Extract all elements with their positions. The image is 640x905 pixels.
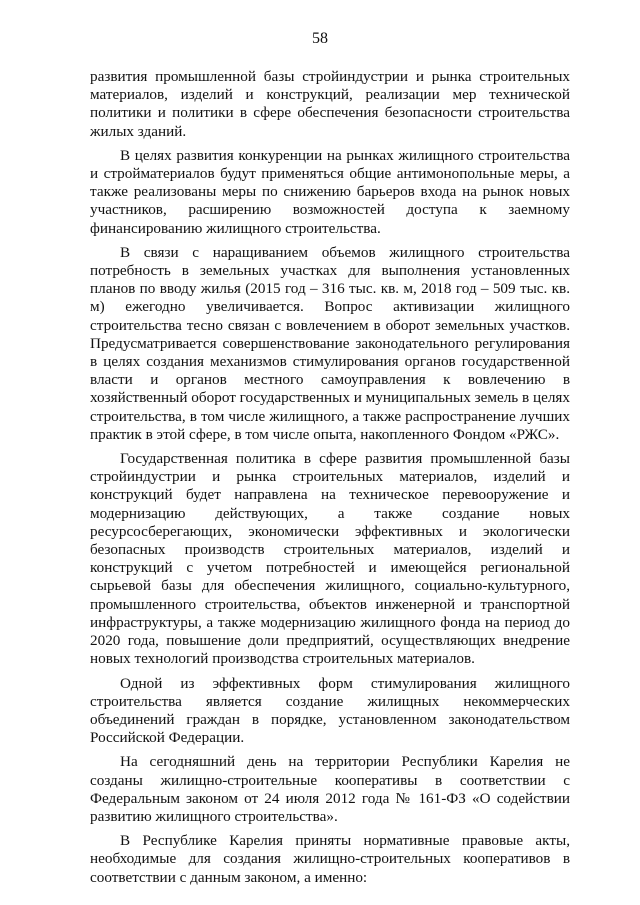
paragraph: В целях развития конкуренции на рынках жилищного строительства и стройматериалов будут применяться общие антимонопольные меры, а также реализованы меры по снижению барьеров входа на рынок новых участников, расширению возможностей доступа к заемному финансированию жилищного строительства. [90, 146, 570, 237]
body-text [90, 68, 570, 887]
paragraph: На сегодняшний день на территории Республики Карелия не созданы жилищно-строительные кооперативы в соответствии с Федеральным законом от 24 июля 2012 года № 161-ФЗ «О содействии развитию жилищного строительства». [90, 753, 570, 825]
paragraph: Государственная политика в сфере развития промышленной базы стройиндустрии и рынка строительных материалов, изделий и конструкций будет направлена на техническое перевооружение и модернизацию действующих, а также создание новых ресурсосберегающих, экономически эффективных и экологически безопасных производств строительных материалов, изделий и конструкций с учетом потребностей и имеющейся региональной сырьевой базы для обеспечения жилищного, социально-культурного, промышленного строительства, объектов инженерной и транспортной инфраструктуры, а также модернизацию жилищного фонда на период до 2020 года, повышение доли предприятий, осуществляющих внедрение новых технологий производства строительных материалов. [90, 450, 570, 668]
paragraph: развития промышленной базы стройиндустрии и рынка строительных материалов, изделий и конструкций, реализации мер технической политики и политики в сфере обеспечения безопасности строительства жилых зданий. [90, 68, 570, 140]
page-number: 58 [312, 30, 328, 47]
paragraph: В связи с наращиванием объемов жилищного строительства потребность в земельных участках для выполнения установленных планов по вводу жилья (2015 год – 316 тыс. кв. м, 2018 год – 509 тыс. кв. м) ежегодно увеличивается. Вопрос активизации жилищного строительства тесно связан с вовлечением в оборот земельных участков. Предусматривается совершенствование законодательного регулирования в целях создания механизмов стимулирования органов государственной власти и органов местного самоуправления к вовлечению в хозяйственный оборот государственных и муниципальных земель в целях строительства, в том числе жилищного, а также распространение лучших практик в этой сфере, в том числе опыта, накопленного Фондом «РЖС». [90, 243, 571, 443]
paragraph: Одной из эффективных форм стимулирования жилищного строительства является создание жилищных некоммерческих объединений граждан в порядке, установленном законодательством Российской Федерации. [90, 674, 570, 747]
paragraph: В Республике Карелия приняты нормативные правовые акты, необходимые для создания жилищно-строительных кооперативов в соответствии с данным законом, а именно: [90, 832, 570, 886]
